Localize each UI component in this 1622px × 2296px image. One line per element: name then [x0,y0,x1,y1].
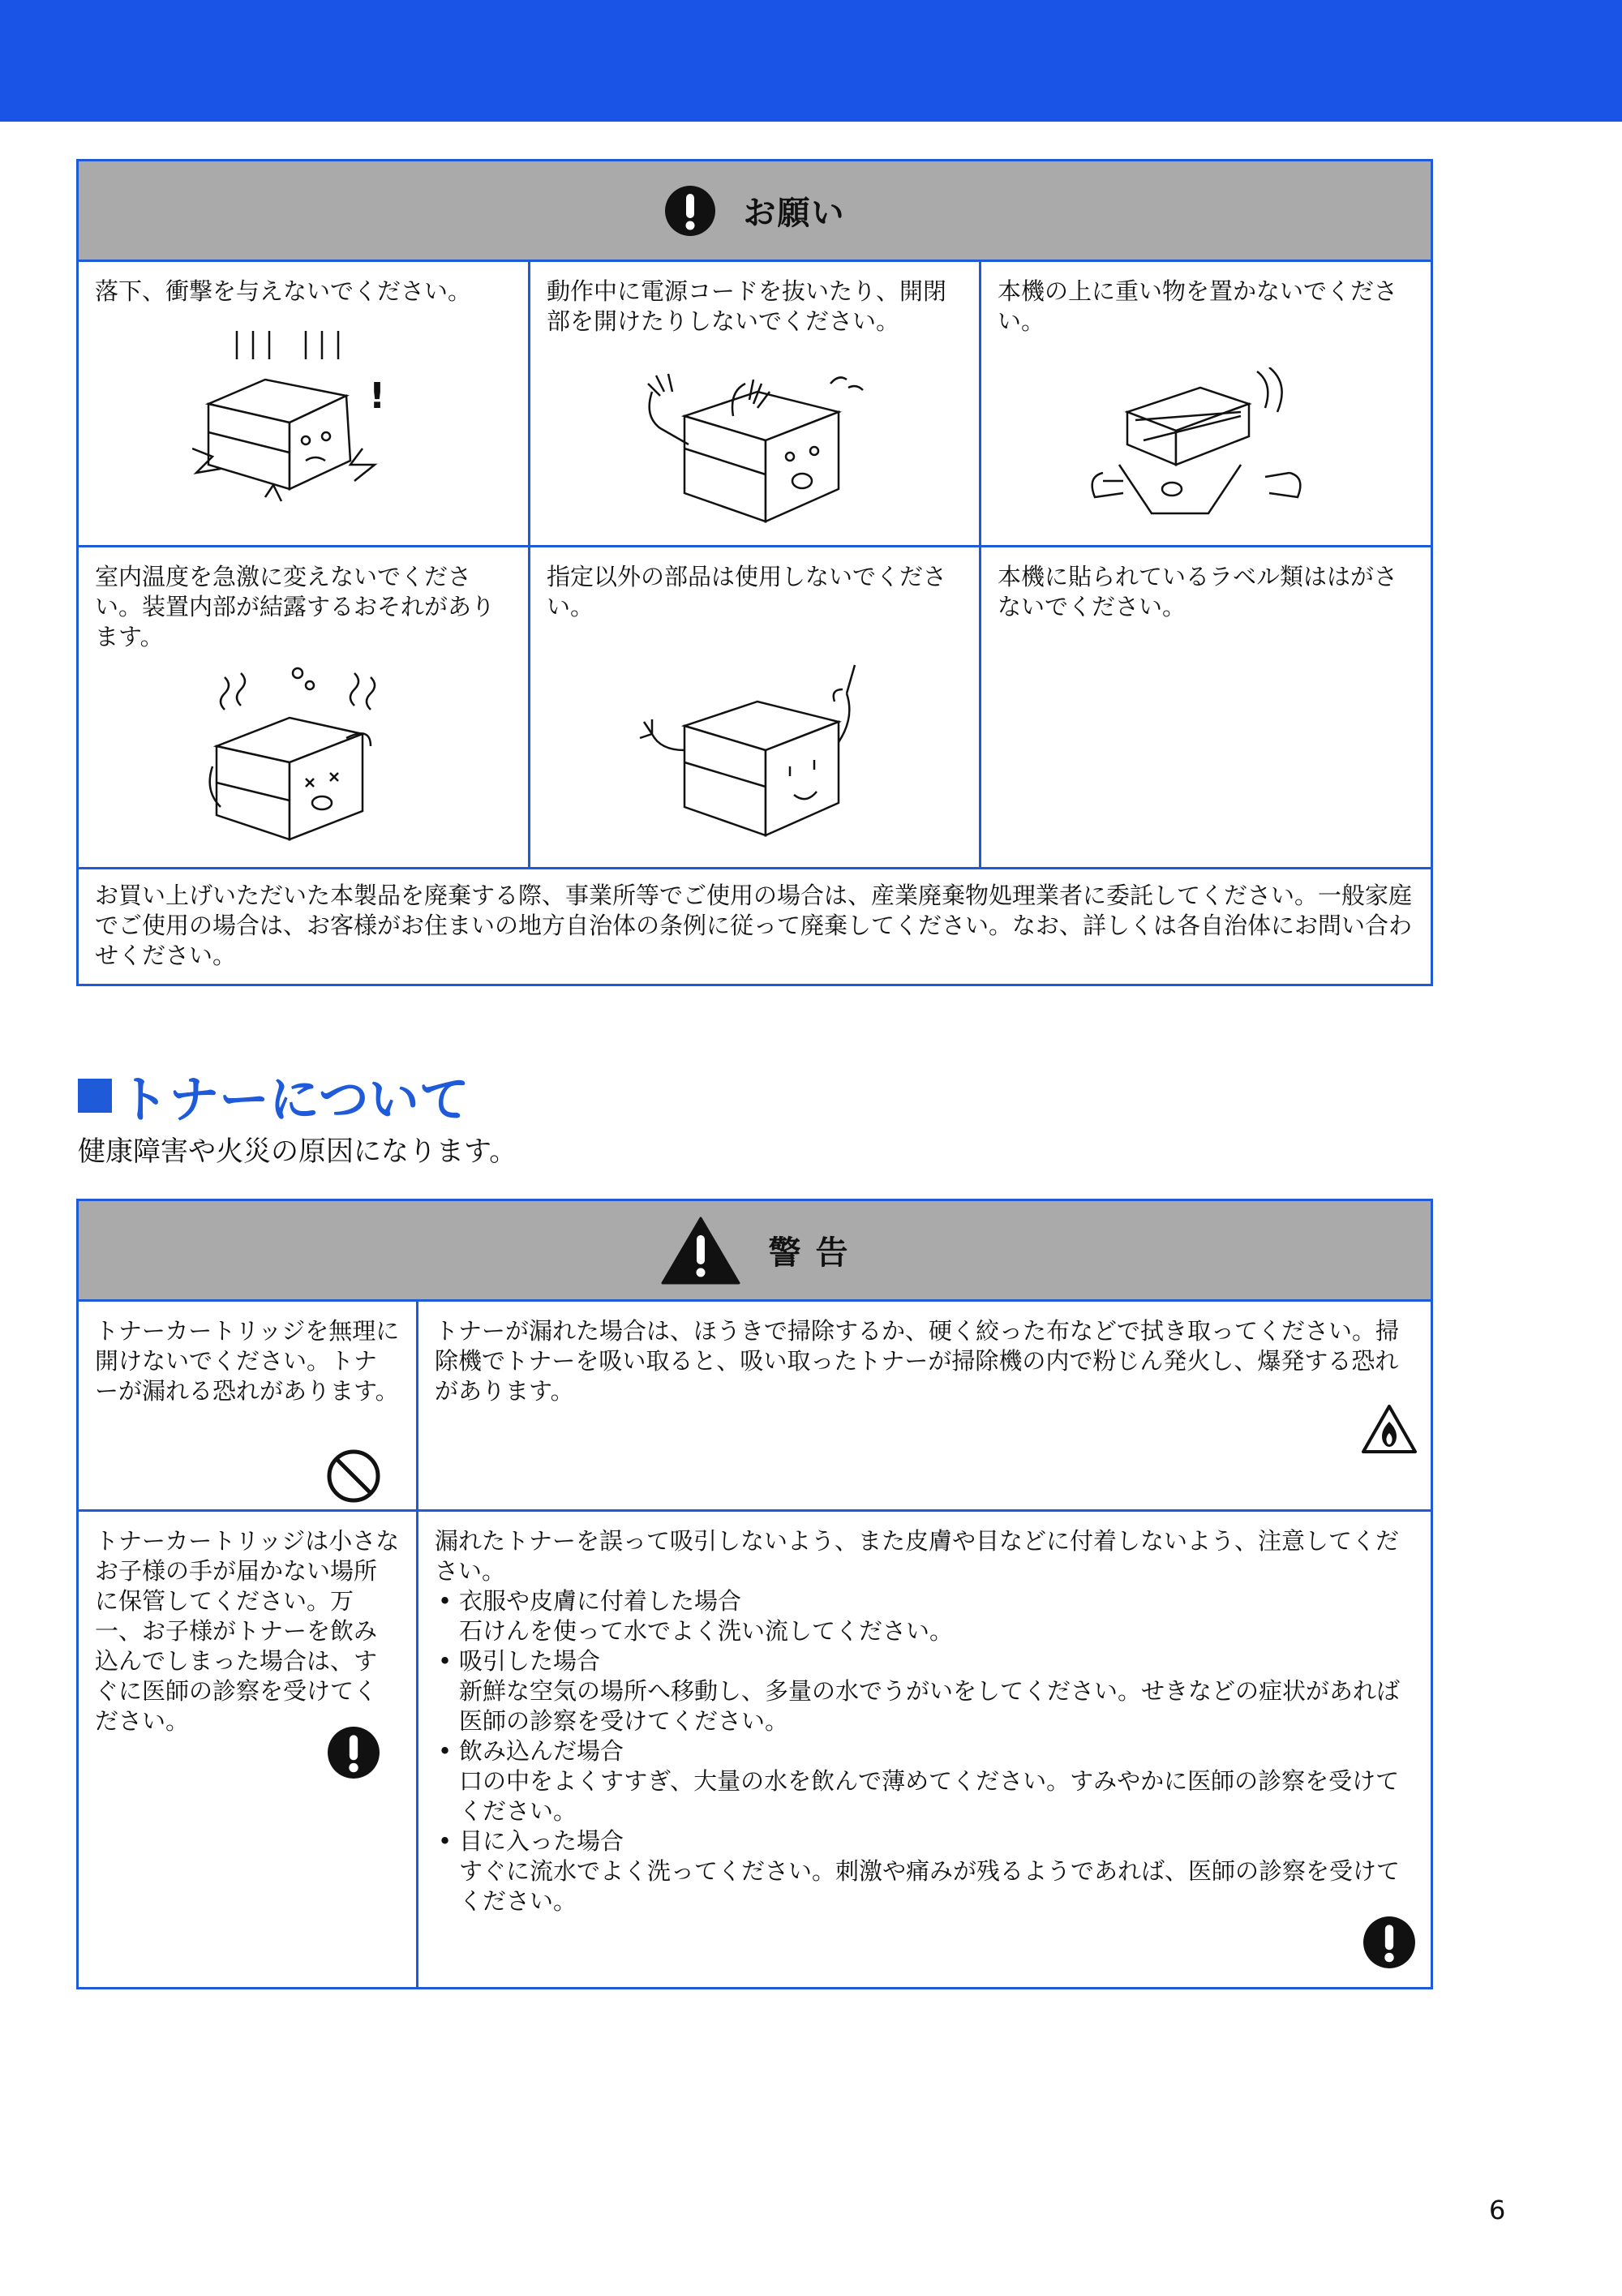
warning-intro: 漏れたトナーを誤って吸引しないよう、また皮膚や目などに付着しないよう、注意してください。 [435,1527,1400,1585]
list-item-body: 口の中をよくすすぎ、大量の水を飲んで薄めてください。すみやかに医師の診察を受けてください。 [459,1767,1400,1825]
warning-cell [79,1512,416,1987]
fire-warning-icon [1361,1404,1418,1454]
warning-text: トナーが漏れた場合は、ほうきで掃除するか、硬く絞った布などで拭き取ってください。掃除機でトナーを吸い取ると、吸い取ったトナーが掃除機の内で粉じん発火し、爆発する恐れがあります。 [435,1317,1400,1405]
list-item-heading: • 衣服や皮膚に付着した場合 [459,1587,742,1615]
list-item-body: 石けんを使って水でよく洗い流してください。 [459,1617,954,1645]
list-item [435,1826,1414,1916]
list-item [435,1646,1414,1736]
section-heading [78,1059,470,1131]
caution-text: 落下、衝撃を与えないでください。 [95,277,472,305]
warning-cell [418,1512,1431,1987]
list-item-body: 新鮮な空気の場所へ移動し、多量の水でうがいをしてください。せきなどの症状があれば医師の診察を受けてください。 [459,1677,1401,1735]
caution-cell [79,547,528,867]
printer-pointing-illustration [636,661,879,848]
caution-cell [530,262,979,545]
list-item-heading: • 目に入った場合 [459,1827,624,1855]
section-subtitle: 健康障害や火災の原因になります。 [78,1135,517,1168]
warning-header [79,1201,1431,1302]
printer-temperature-illustration [208,661,395,856]
square-bullet-icon [78,1079,112,1113]
disposal-note: お買い上げいただいた本製品を廃棄する際、事業所等でご使用の場合は、産業廃棄物処理業者に委託してください。一般家庭でご使用の場合は、お客様がお住まいの地方自治体の条例に従って廃棄してください。なお、詳しくは各自治体にお問い合わせください。 [95,882,1413,969]
printer-refusing-illustration [636,367,879,530]
caution-text: 本機に貼られているラベル類ははがさないでください。 [998,563,1398,620]
list-item [435,1586,1414,1646]
caution-text: 室内温度を急激に変えないでください。装置内部が結露するおそれがあります。 [95,563,496,650]
warning-box [76,1199,1433,1989]
exclamation-circle-icon [664,185,716,237]
list-item [435,1736,1414,1826]
caution-box [76,159,1433,986]
caution-header [79,161,1431,262]
caution-text: 本機の上に重い物を置かないでください。 [998,277,1398,335]
printer-falling-illustration [192,327,395,513]
caution-title: お願い [743,195,846,232]
warning-text: トナーカートリッジは小さなお子様の手が届かない場所に保管してください。万一、お子様がトナーを飲み込んでしまった場合は、すぐに医師の診察を受けてください。 [95,1527,400,1735]
caution-text: 指定以外の部品は使用しないでください。 [547,563,947,620]
list-item-heading: • 吸引した場合 [459,1647,601,1675]
warning-triangle-icon [660,1216,741,1285]
caution-cell [530,547,979,867]
caution-cell [981,262,1431,545]
top-banner [0,0,1622,122]
list-item-heading: • 飲み込んだ場合 [459,1737,624,1765]
svg-text:!: ! [369,376,386,417]
mandatory-icon [327,1726,380,1779]
mandatory-icon [1362,1916,1416,1969]
list-item-body: すぐに流水でよく洗ってください。刺激や痛みが残るようであれば、医師の診察を受けてください。 [459,1857,1401,1915]
caution-footer [79,869,1431,984]
warning-cell [79,1302,416,1509]
first-aid-list [435,1586,1414,1916]
caution-cell [981,547,1431,867]
warning-cell [418,1302,1431,1509]
prohibited-icon [325,1448,382,1504]
warning-text: トナーカートリッジを無理に開けないでください。トナーが漏れる恐れがあります。 [95,1317,400,1405]
printer-heavy-object-illustration [1087,367,1330,521]
caution-text: 動作中に電源コードを抜いたり、開閉部を開けたりしないでください。 [547,277,947,335]
warning-title: 警 告 [768,1234,850,1272]
caution-cell [79,262,528,545]
section-title: トナーについて [118,1070,470,1129]
page-number: 6 [1489,2195,1506,2225]
